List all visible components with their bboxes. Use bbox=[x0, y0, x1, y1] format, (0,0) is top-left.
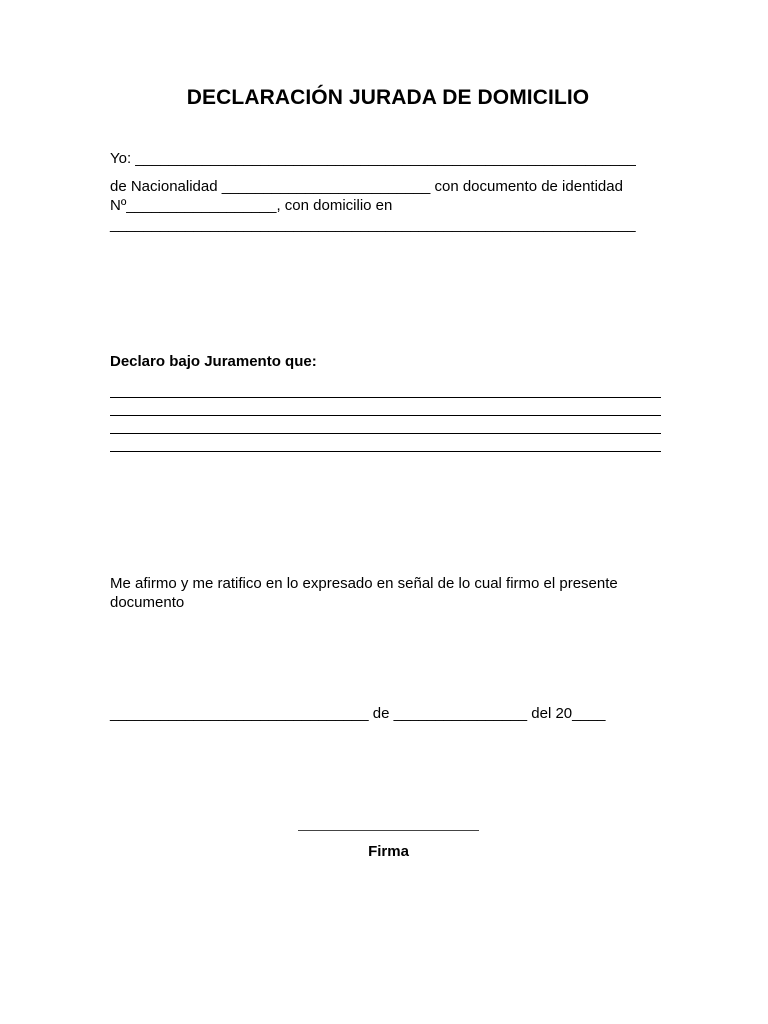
address-line: _______________________________________________________________ bbox=[110, 216, 636, 233]
signature-label: Firma bbox=[368, 843, 409, 860]
ratification-text-line-2: documento bbox=[110, 594, 185, 611]
ratification-text-line-1: Me afirmo y me ratifico en lo expresado en señal de lo cual firmo el presente bbox=[110, 575, 618, 592]
signature-line bbox=[298, 830, 479, 831]
oath-blank-line bbox=[110, 451, 661, 452]
document-title: DECLARACIÓN JURADA DE DOMICILIO bbox=[186, 86, 590, 109]
declarant-name-line: Yo: ____________________________________________________________ bbox=[110, 150, 636, 167]
oath-blank-line bbox=[110, 433, 661, 434]
oath-blank-line bbox=[110, 397, 661, 398]
id-number-line: Nº__________________, con domicilio en bbox=[110, 197, 393, 214]
oath-heading: Declaro bajo Juramento que: bbox=[110, 353, 317, 370]
nationality-line: de Nacionalidad _________________________ con documento de identidad bbox=[110, 178, 623, 195]
place-date-line: _______________________________ de ________________ del 20____ bbox=[110, 705, 606, 722]
oath-blank-line bbox=[110, 415, 661, 416]
